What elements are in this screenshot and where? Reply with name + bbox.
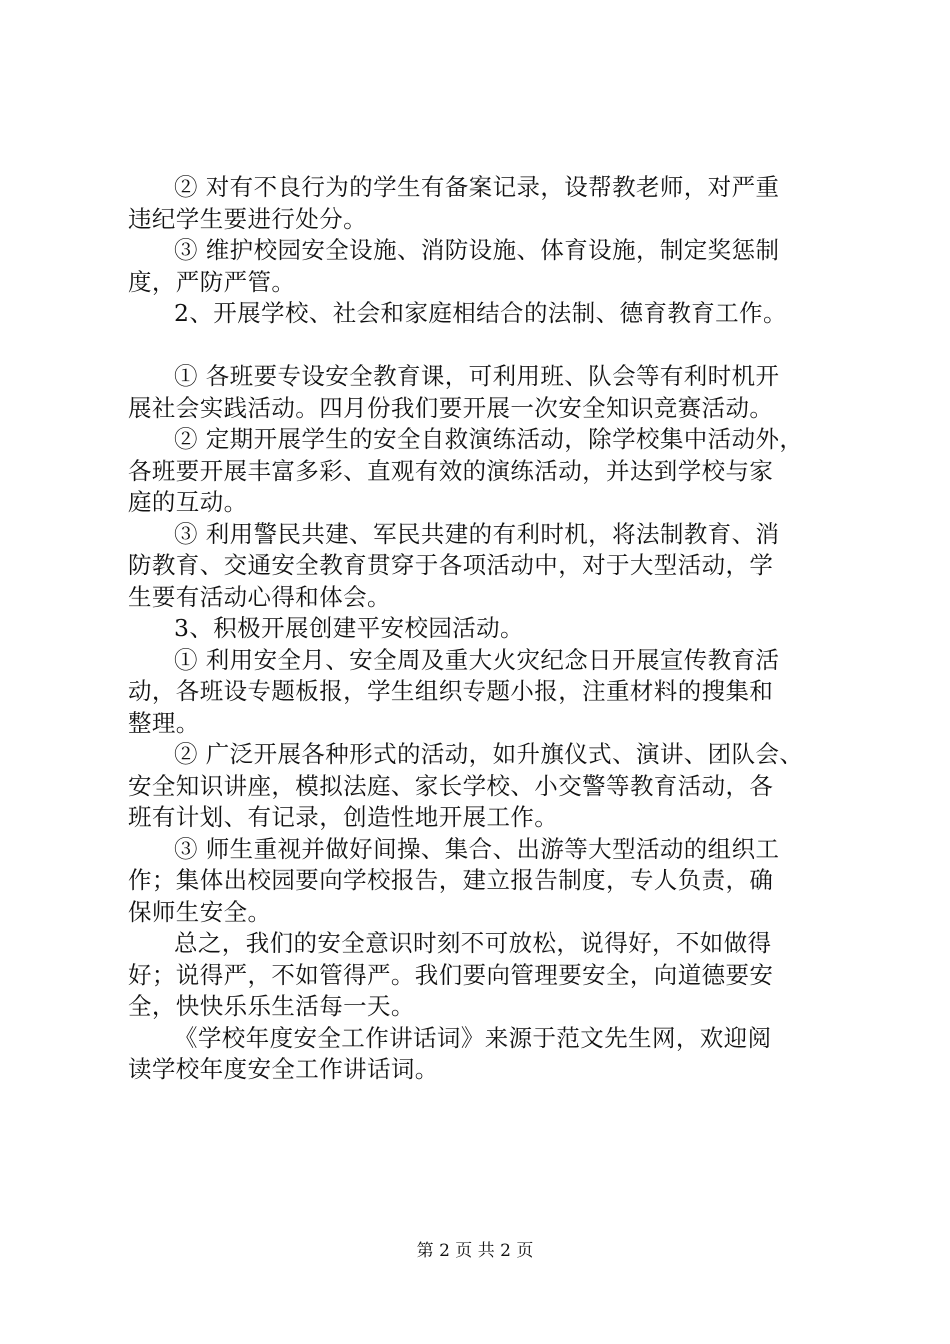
document-body bbox=[128, 172, 828, 1086]
text-line: 《学校年度安全工作讲话词》来源于范文先生网，欢迎阅 bbox=[174, 1023, 772, 1052]
text-line: 总之，我们的安全意识时刻不可放松，说得好，不如做得 bbox=[174, 929, 772, 957]
text-line: 度，严防严管。 bbox=[128, 267, 296, 296]
text-line: 庭的互动。 bbox=[128, 488, 248, 516]
text-line: 展社会实践活动。四月份我们要开展一次安全知识竞赛活动。 bbox=[128, 393, 774, 422]
text-line: 安全知识讲座，模拟法庭、家长学校、小交警等教育活动，各 bbox=[128, 771, 774, 800]
text-line: ② 广泛开展各种形式的活动，如升旗仪式、演讲、团队会、 bbox=[174, 740, 804, 768]
text-line: 保师生安全。 bbox=[128, 897, 272, 926]
text-line: 班有计划、有记录，创造性地开展工作。 bbox=[128, 803, 559, 831]
text-line: 2、开展学校、社会和家庭相结合的法制、德育教育工作。 bbox=[174, 299, 787, 327]
text-line: 好；说得严，不如管得严。我们要向管理要安全，向道德要安 bbox=[128, 960, 774, 989]
text-line: 违纪学生要进行处分。 bbox=[128, 204, 367, 233]
text-line: ③ 维护校园安全设施、消防设施、体育设施，制定奖惩制 bbox=[174, 236, 780, 264]
text-line: ③ 利用警民共建、军民共建的有利时机，将法制教育、消 bbox=[174, 519, 780, 548]
text-line: ② 定期开展学生的安全自救演练活动，除学校集中活动外， bbox=[174, 425, 804, 453]
text-line: ③ 师生重视并做好间操、集合、出游等大型活动的组织工 bbox=[174, 834, 780, 863]
text-line: 生要有活动心得和体会。 bbox=[128, 582, 391, 611]
text-line: 各班要开展丰富多彩、直观有效的演练活动，并达到学校与家 bbox=[128, 456, 774, 485]
text-line: 整理。 bbox=[128, 708, 200, 737]
text-line: 全，快快乐乐生活每一天。 bbox=[128, 992, 415, 1020]
text-line: ① 各班要专设安全教育课，可利用班、队会等有利时机开 bbox=[174, 362, 780, 390]
text-line: 防教育、交通安全教育贯穿于各项活动中，对于大型活动，学 bbox=[128, 551, 774, 579]
text-line: ① 利用安全月、安全周及重大火灾纪念日开展宣传教育活 bbox=[174, 645, 780, 674]
text-line: 作；集体出校园要向学校报告，建立报告制度，专人负责，确 bbox=[128, 866, 774, 894]
text-line: 读学校年度安全工作讲话词。 bbox=[128, 1055, 439, 1083]
text-line: 动，各班设专题板报，学生组织专题小报，注重材料的搜集和 bbox=[128, 677, 774, 705]
text-line: ② 对有不良行为的学生有备案记录，设帮教老师，对严重 bbox=[174, 173, 780, 201]
blank-line bbox=[128, 330, 828, 362]
text-line: 3、积极开展创建平安校园活动。 bbox=[174, 614, 524, 642]
page-footer: 第 2 页 共 2 页 bbox=[416, 1241, 534, 1261]
